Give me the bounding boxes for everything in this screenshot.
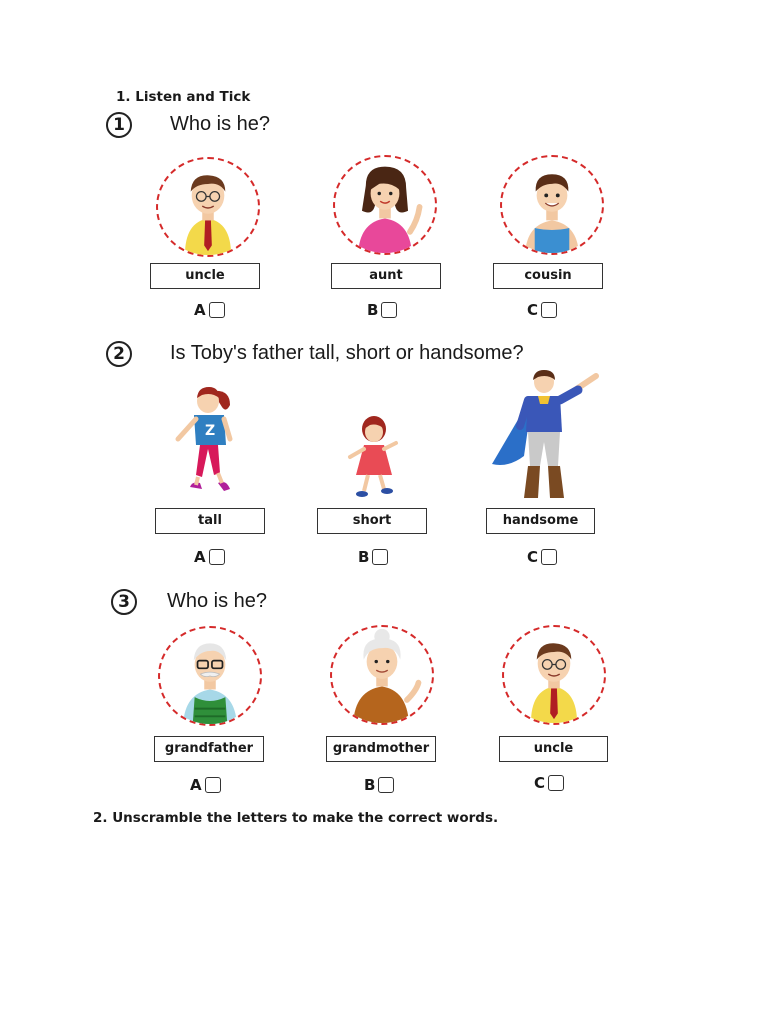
option-label-uncle: uncle — [150, 263, 260, 289]
section-1-heading: 1. Listen and Tick — [116, 89, 251, 105]
short-girl-picture — [344, 413, 402, 501]
option-b[interactable] — [364, 776, 394, 794]
tick-checkbox[interactable] — [209, 549, 225, 565]
tick-checkbox[interactable] — [372, 549, 388, 565]
option-label-uncle: uncle — [499, 736, 608, 762]
option-c[interactable] — [527, 301, 557, 319]
short-girl-icon — [344, 413, 402, 501]
tick-checkbox[interactable] — [378, 777, 394, 793]
grandfather-icon — [160, 628, 260, 724]
svg-text:Z: Z — [205, 423, 216, 439]
option-c[interactable] — [527, 548, 557, 566]
option-b[interactable] — [358, 548, 388, 566]
option-letter: C — [534, 774, 546, 792]
grandmother-icon — [332, 627, 432, 723]
aunt-icon — [335, 157, 435, 253]
question-3-number: 3 — [111, 589, 137, 615]
option-label-grandmother: grandmother — [326, 736, 436, 762]
prince-picture — [488, 368, 606, 502]
uncle-picture — [502, 625, 606, 725]
question-3-text: Who is he? — [167, 590, 268, 612]
option-label-aunt: aunt — [331, 263, 441, 289]
question-2-number: 2 — [106, 341, 132, 367]
question-2-text: Is Toby's father tall, short or handsome? — [170, 342, 524, 364]
tick-checkbox[interactable] — [541, 549, 557, 565]
option-label-grandfather: grandfather — [154, 736, 264, 762]
option-letter: C — [527, 301, 539, 319]
uncle-picture — [156, 157, 260, 257]
option-letter: C — [527, 548, 539, 566]
option-label-short: short — [317, 508, 427, 534]
prince-icon — [488, 368, 606, 502]
option-label-tall: tall — [155, 508, 265, 534]
uncle-icon — [504, 627, 604, 723]
cousin-icon — [502, 157, 602, 253]
option-a[interactable] — [194, 548, 225, 566]
option-c[interactable] — [534, 774, 564, 792]
option-letter: B — [364, 776, 376, 794]
option-letter: A — [194, 301, 206, 319]
option-label-handsome: handsome — [486, 508, 595, 534]
option-letter: A — [190, 776, 202, 794]
grandmother-picture — [330, 625, 434, 725]
option-label-cousin: cousin — [493, 263, 603, 289]
tick-checkbox[interactable] — [541, 302, 557, 318]
tick-checkbox[interactable] — [209, 302, 225, 318]
question-1-number: 1 — [106, 112, 132, 138]
question-1-text: Who is he? — [170, 113, 271, 135]
section-2-heading: 2. Unscramble the letters to make the correct words. — [93, 810, 499, 826]
option-a[interactable] — [194, 301, 225, 319]
tick-checkbox[interactable] — [548, 775, 564, 791]
option-b[interactable] — [367, 301, 397, 319]
uncle-icon — [158, 159, 258, 255]
aunt-picture — [333, 155, 437, 255]
tall-girl-picture — [172, 383, 238, 503]
grandfather-picture — [158, 626, 262, 726]
option-letter: B — [367, 301, 379, 319]
tall-girl-icon — [172, 383, 238, 503]
option-letter: A — [194, 548, 206, 566]
tick-checkbox[interactable] — [381, 302, 397, 318]
option-a[interactable] — [190, 776, 221, 794]
option-letter: B — [358, 548, 370, 566]
tick-checkbox[interactable] — [205, 777, 221, 793]
cousin-picture — [500, 155, 604, 255]
